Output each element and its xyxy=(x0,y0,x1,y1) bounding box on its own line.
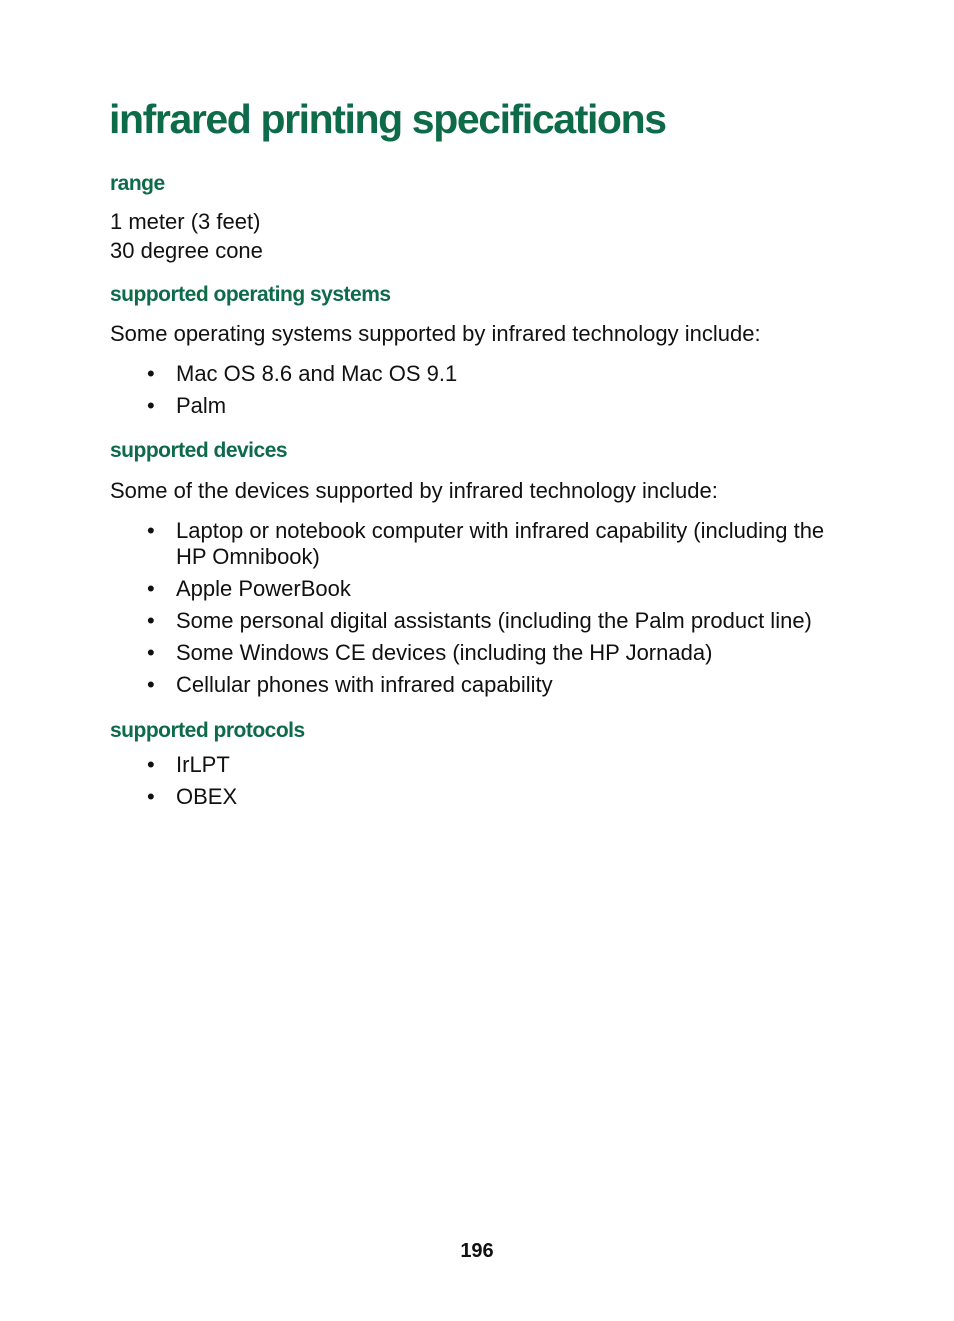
section-heading-operating-systems: supported operating systems xyxy=(110,283,391,306)
list-item: • OBEX xyxy=(147,784,238,809)
protocols-list xyxy=(147,752,847,816)
section-heading-protocols: supported protocols xyxy=(110,719,305,742)
list-item: • Cellular phones with infrared capability xyxy=(147,672,553,697)
bullet-icon: • xyxy=(147,361,155,386)
bullet-icon: • xyxy=(147,752,155,777)
devices-list xyxy=(147,518,847,704)
bullet-icon: • xyxy=(147,784,155,809)
page-number: 196 xyxy=(460,1240,494,1262)
list-item: • Palm xyxy=(147,393,227,418)
devices-intro: Some of the devices supported by infrared technology include: xyxy=(110,478,718,503)
bullet-icon: • xyxy=(147,576,155,601)
section-heading-range: range xyxy=(110,172,165,195)
range-distance: 1 meter (3 feet) xyxy=(110,209,261,234)
operating-systems-list xyxy=(147,361,847,425)
page-title: infrared printing specifications xyxy=(109,96,666,142)
range-cone: 30 degree cone xyxy=(110,238,263,263)
list-item: • Some personal digital assistants (including the Palm product line) xyxy=(147,608,812,633)
list-item: • IrLPT xyxy=(147,752,230,777)
bullet-icon: • xyxy=(147,640,155,665)
bullet-icon: • xyxy=(147,518,155,543)
bullet-icon: • xyxy=(147,393,155,418)
bullet-icon: • xyxy=(147,608,155,633)
list-item: • Mac OS 8.6 and Mac OS 9.1 xyxy=(147,361,458,386)
operating-systems-intro: Some operating systems supported by infrared technology include: xyxy=(110,321,761,346)
list-item: • Apple PowerBook xyxy=(147,576,351,601)
list-item: • Some Windows CE devices (including the HP Jornada) xyxy=(147,640,713,665)
bullet-icon: • xyxy=(147,672,155,697)
list-item: • Laptop or notebook computer with infrared capability (including the HP Omnibook) xyxy=(147,518,825,569)
section-heading-devices: supported devices xyxy=(110,439,288,462)
